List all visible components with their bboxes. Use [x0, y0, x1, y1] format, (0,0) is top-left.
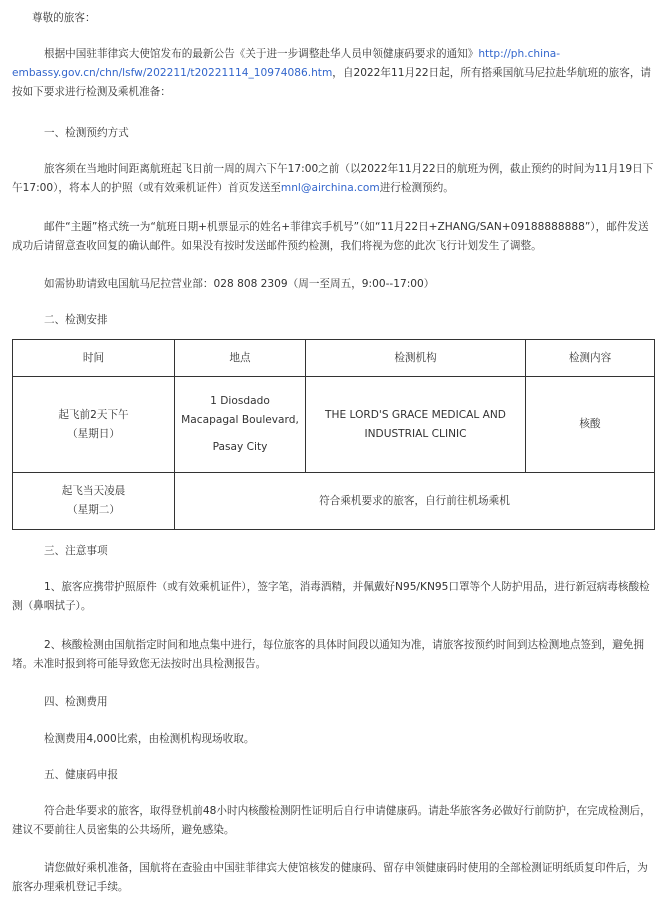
section3-item1: 1、旅客应携带护照原件（或有效乘机证件），签字笔，消毒酒精，并佩戴好N95/KN95口罩等个人防护用品，进行新冠病毒核酸检测（鼻咽拭子）。: [12, 581, 650, 612]
row1-place-line3: Pasay City: [212, 441, 268, 453]
row2-time-line2: （星期二）: [67, 504, 120, 516]
intro-paragraph: [12, 45, 656, 102]
header-org: 检测机构: [306, 340, 526, 377]
section4-heading: 四、检测费用: [44, 696, 108, 708]
section2-heading: 二、检测安排: [44, 314, 108, 326]
header-time: 时间: [13, 340, 175, 377]
table-header-row: [13, 340, 655, 377]
section1-booking-paragraph: [12, 160, 656, 198]
row1-place: [175, 377, 306, 473]
row1-place-line1: 1 Diosdado: [210, 395, 270, 407]
row2-time-line1: 起飞当天凌晨: [61, 485, 126, 497]
row2-time: [13, 473, 175, 530]
section3-heading: 三、注意事项: [44, 545, 108, 557]
row2-note: 符合乘机要求的旅客，自行前往机场乘机: [175, 473, 655, 530]
embassy-notice-link[interactable]: http://ph.china-embassy.gov.cn/chn/lsfw/202211/t20221114_10974086.htm: [12, 48, 561, 79]
row1-org-line1: THE LORD'S GRACE MEDICAL AND: [325, 408, 506, 421]
row1-place-spacer: [179, 430, 301, 438]
section3-item2: 2、核酸检测由国航指定时间和地点集中进行，每位旅客的具体时间段以通知为准，请旅客按预约时间到达检测地点签到，避免拥堵。未准时报到将可能导致您无法按时出具检测报告。: [12, 639, 644, 670]
row1-time-line2: （星期日）: [67, 427, 120, 440]
table-row: [13, 377, 655, 473]
section5-heading: 五、健康码申报: [44, 769, 119, 781]
row1-org: [306, 377, 526, 473]
closing-paragraph: 请您做好乘机准备，国航将在查验由中国驻菲律宾大使馆核发的健康码、留存申领健康码时使用的全部检测证明纸质复印件后，为旅客办理乘机登记手续。: [12, 862, 648, 893]
section4-text: 检测费用4,000比索，由检测机构现场收取。: [44, 733, 255, 745]
row1-time: [13, 377, 175, 473]
row1-content: 核酸: [526, 377, 655, 473]
section1-email-format-paragraph: 邮件“主题”格式统一为“航班日期+机票显示的姓名+菲律宾手机号”（如“11月22日+ZHANG/SAN+09188888888”），邮件发送成功后请留意查收回复的确认邮件。如果没有按时发送邮件预约检测，我们将视为您的此次飞行计划发生了调整。: [12, 221, 649, 252]
intro-text-before: 根据中国驻菲律宾大使馆发布的最新公告《关于进一步调整赴华人员申领健康码要求的通知》: [44, 48, 479, 60]
intro-text-after: ，自2022年11月22日起，所有搭乘国航马尼拉赴华航班的旅客，请按如下要求进行检测及乘机准备：: [12, 67, 652, 98]
row1-place-line2: Macapagal Boulevard,: [181, 414, 299, 426]
header-content: 检测内容: [526, 340, 655, 377]
section5-text: 符合赴华要求的旅客，取得登机前48小时内核酸检测阴性证明后自行申请健康码。请赴华旅客务必做好行前防护，在完成检测后，建议不要前往人员密集的公共场所，避免感染。: [12, 805, 651, 836]
row1-time-line1: 起飞前2天下午: [58, 408, 129, 421]
booking-text-after: 进行检测预约。: [379, 182, 454, 194]
row1-org-line2: INDUSTRIAL CLINIC: [364, 427, 467, 440]
table-row: [13, 473, 655, 530]
section1-contact-paragraph: 如需协助请致电国航马尼拉营业部：028 808 2309（周一至周五，9:00--17:00）: [44, 278, 435, 290]
section1-heading: 一、检测预约方式: [44, 127, 129, 139]
booking-email-link[interactable]: mnl@airchina.com: [280, 182, 380, 194]
header-place: 地点: [175, 340, 306, 377]
booking-text-before: 旅客须在当地时间距离航班起飞日前一周的周六下午17:00之前（以2022年11月22日的航班为例，截止预约的时间为11月19日下午17:00），将本人的护照（或有效乘机证件）首页发送至: [12, 163, 654, 194]
testing-schedule-table: [12, 339, 655, 530]
greeting: 尊敬的旅客：: [32, 12, 96, 24]
